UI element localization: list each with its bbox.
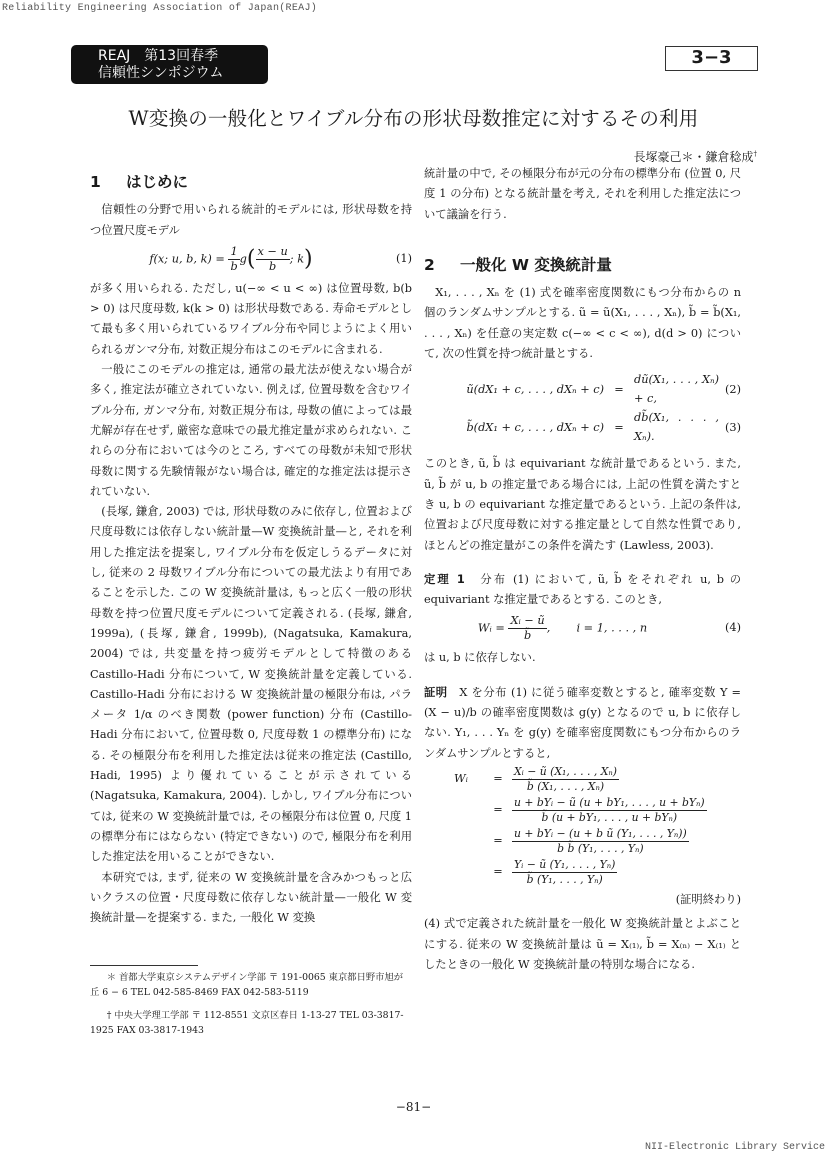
proof-lhs: Wᵢ [454, 772, 468, 786]
paragraph: このとき, ũ, b̃ は equivariant な統計量であるという. また, ũ, b̃ が u, b の推定量である場合には, 上記の性質を満たすとき u, b の equivariant な推定量であるという. 上記の条件は, 位置および尺度母数に対する推定量として自然な性質であり, ほとんどの推定量がこの条件を満たす (Lawless, 2003). [424, 457, 741, 552]
badge-line-1: REAJ 第13回春季 [98, 48, 219, 64]
section-title: 一般化 W 変換統計量 [460, 255, 612, 274]
footer-service: NII-Electronic Library Service [644, 1142, 825, 1153]
paragraph: (長塚, 鎌倉, 2003) では, 形状母数のみに依存し, 位置および尺度母数には依存しない統計量—W 変換統計量—と, それを利用した推定法を提案し, ワイブル分布を仮定しうるデータに対し, 従来の 2 母数ワイブル分布についての最尤法より有用であることを示した. この W 変換統計量は, もっと広く一般の形状母数を持つ位置尺度モデルについて定義される. (長塚, 鎌倉, 1999a), (長塚, 鎌倉, 1999b), (Nagatsuka, Kamakura, 2004) では, 共変量を持つ疲労モデルとして特徴のある Castillo-Hadi 分布について, W 変換統計量を定義している. Castillo-Hadi 分布における W 変換統計量の極限分布は, パラメータ 1/α のべき関数 (power function) 分布 (Castillo-Hadi 分布において, 位置母数 0, 尺度母数 1 の標準分布) になる. その極限分布を利用した推定法は従来の推定法 (Castillo, Hadi, 1995) より優れていることが示されている (Nagatsuka, Kamakura, 2004). しかし, ワイブル分布については, 従来の W 変換統計量では, その極限分布は位置 0, 尺度 1 の標準分布にはならない (特定できない) ので, 極限分布を利用した推定法を用いることができない. [90, 505, 412, 864]
step-num: Xᵢ − ũ (X₁, . . . , Xₙ) [514, 765, 617, 779]
symposium-badge [71, 45, 268, 84]
footnote-2: † 中央大学理工学部 〒 112-8551 文京区春日 1-13-27 TEL 03-3817-1925 FAX 03-3817-1943 [90, 1010, 404, 1036]
equation-4 [424, 610, 741, 648]
eq3-lhs: b̃(dX₁ + c, . . . , dXₙ + c) [466, 420, 604, 434]
eq1-coef-num: 1 [230, 244, 238, 258]
step-den: b̃ (Y₁, . . . , Yₙ) [526, 872, 603, 886]
paper-number: 3−3 [665, 46, 758, 71]
equation-number: (4) [724, 621, 741, 635]
equation-3 [424, 408, 741, 446]
proof-step [454, 857, 741, 888]
badge-line-2: 信頼性シンポジウム [98, 65, 224, 81]
equals-sign: = [493, 865, 503, 879]
proof-derivation [454, 764, 741, 888]
eq1-tail: ; k [289, 252, 305, 266]
paragraph: X₁, . . . , Xₙ を (1) 式を確率密度関数にもつ分布からの n 個のランダムサンプルとする. ũ = ũ(X₁, . . . , Xₙ), b̃ = b̃(X₁, . . . , Xₙ) を任意の実定数 c(−∞ < c < ∞), d(d > 0) について, 次の性質を持つ統計量とする. [424, 286, 741, 361]
step-den: b b̃ (Y₁, . . . , Yₙ) [557, 841, 644, 855]
equals-sign: = [614, 420, 624, 434]
paper-title: W変換の一般化とワイブル分布の形状母数推定に対するその利用 [128, 107, 699, 130]
source-header: Reliability Engineering Association of Japan(REAJ) [2, 3, 318, 14]
step-den: b̃ (u + bY₁, . . . , u + bYₙ) [541, 810, 678, 824]
step-num: Yᵢ − ũ (Y₁, . . . , Yₙ) [514, 858, 616, 872]
paragraph: 統計量の中で, その極限分布が元の分布の標準分布 (位置 0, 尺度 1 の分布) となる統計量を考え, それを利用した推定法について議論を行う. [424, 167, 741, 221]
eq1-g: g [239, 252, 247, 266]
equals-sign: = [493, 803, 503, 817]
eq1-lhs: f(x; u, b, k) = [149, 252, 229, 266]
eq4-range: , i = 1, . . . , n [546, 621, 648, 635]
step-num: u + bYᵢ − (u + b ũ (Y₁, . . . , Yₙ)) [514, 827, 687, 841]
paragraph: 信頼性の分野で用いられる統計的モデルには, 形状母数を持つ位置尺度モデル [90, 203, 412, 237]
theorem-text: 分布 (1) において, ũ, b̃ をそれぞれ u, b の equivariant な推定量であるとする. このとき, [424, 572, 741, 607]
eq1-coef-den: b [230, 259, 238, 273]
eq2-lhs: ũ(dX₁ + c, . . . , dXₙ + c) [466, 382, 604, 396]
equals-sign: = [493, 772, 503, 786]
equation-2 [424, 370, 741, 408]
section-2-heading [424, 255, 741, 275]
equation-number: (3) [724, 420, 741, 434]
paragraph: は u, b に依存しない. [424, 651, 536, 665]
step-num: u + bYᵢ − ũ (u + bY₁, . . . , u + bYₙ) [514, 796, 705, 810]
eq4-num: Xᵢ − ũ [510, 614, 545, 628]
dagger-mark: † [753, 150, 757, 158]
proof-label: 証明 [424, 685, 448, 699]
left-column [90, 172, 412, 928]
author-names: 長塚豪己＊・鎌倉稔成 [633, 150, 754, 164]
section-number: 2 [424, 255, 435, 274]
equals-sign: = [493, 834, 503, 848]
proof-text: X を分布 (1) に従う確率変数とすると, 確率変数 Y = (X − u)/b の確率密度関数は g(y) となるので u, b に依存しない. Y₁, . . . Yₙ を g(y) を確率密度関数にもつ分布からのランダムサンプルとすると, [424, 685, 741, 760]
equals-sign: = [614, 382, 624, 396]
eq2-rhs: dũ(X₁, . . . , Xₙ) + c, [634, 373, 719, 406]
equations-2-3 [424, 370, 741, 446]
eq3-rhs: db̃(X₁, . . . , Xₙ). [634, 411, 719, 444]
paragraph: (4) 式で定義された統計量を一般化 W 変換統計量とよぶことにする. 従来の W 変換統計量は ũ = X₍₁₎, b̃ = X₍ₙ₎ − X₍₁₎ としたときの一般化 W 変換統計量の特別な場合になる. [424, 917, 741, 971]
footnote-rule [90, 965, 198, 966]
section-1-heading [90, 172, 412, 192]
right-column [424, 164, 741, 975]
authors [633, 148, 757, 165]
section-number: 1 [90, 173, 101, 191]
proof [424, 683, 741, 764]
paragraph: 一般にこのモデルの推定は, 通常の最尤法が使えない場合が多く, 推定法が確立されていない. 例えば, 位置母数を含むワイブル分布, ガンマ分布, 対数正規分布は, 母数の値によっては最尤解が存在せず, 厳密な意味での最尤推定量が求められない. これらの分布においては今のところ, すべての母数が未知で形状母数に関する先験情報がない場合は, 確定的な推定法は提示されていない. [90, 363, 412, 498]
proof-step [454, 795, 741, 826]
page-number: −81− [395, 1100, 432, 1114]
theorem-1 [424, 570, 741, 611]
step-den: b̃ (X₁, . . . , Xₙ) [526, 779, 605, 793]
equation-number: (1) [395, 251, 412, 265]
eq1-frac-den: b [269, 259, 277, 273]
proof-step [454, 826, 741, 857]
paragraph: 本研究では, まず, 従来の W 変換統計量を含みかつもっと広いクラスの位置・尺度母数に依存しない統計量—一般化 W 変換統計量—を提案する. また, 一般化 W 変換 [90, 870, 412, 925]
eq1-frac-num: x − u [257, 244, 288, 258]
equation-1: f(x; u, b, k) = $\frac{1}{b}$ g( $\frac{x - u}{b}$ ; k) (1) [149, 244, 412, 273]
section-title: はじめに [126, 173, 189, 191]
paragraph: が多く用いられる. ただし, u(−∞ < u < ∞) は位置母数, b(b > 0) は尺度母数, k(k > 0) は形状母数である. 寿命モデルとして最も多く用いられているワイブル分布や同じようによく用いられるガンマ分布, 対数正規分布はこのモデルに含まれる. [90, 281, 412, 356]
qed-mark: (証明終わり) [675, 892, 741, 906]
footnote-1: ＊ 首都大学東京システムデザイン学部 〒 191-0065 東京都日野市旭が丘 6 − 6 TEL 042-585-8469 FAX 042-583-5119 [90, 972, 404, 998]
eq4-den: b̃ [523, 629, 532, 643]
footnotes [90, 965, 412, 1046]
equation-number: (2) [724, 382, 741, 396]
proof-step [454, 764, 741, 795]
eq4-lhs: Wᵢ = [477, 621, 509, 635]
theorem-label: 定理 1 [424, 572, 465, 586]
